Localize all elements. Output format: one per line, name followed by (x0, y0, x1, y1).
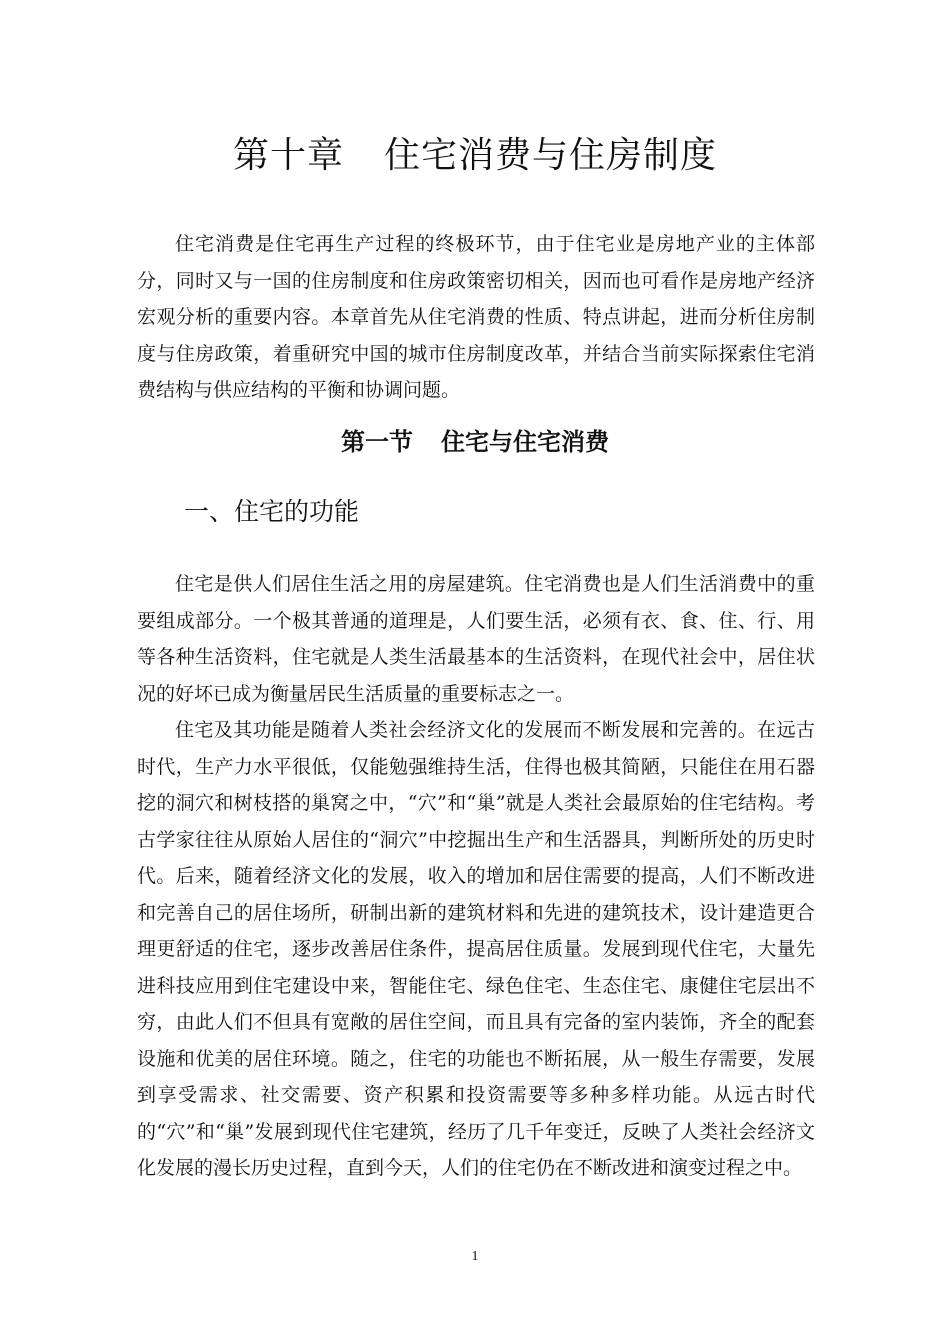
page-number: 1 (471, 1249, 479, 1264)
body-paragraph: 住宅及其功能是随着人类社会经济文化的发展而不断发展和完善的。在远古时代，生产力水平很低，仅能勉强维持生活，住得也极其简陋，只能住在用石器挖的洞穴和树枝搭的巢窝之中，“穴”和“巢”就是人类社会最原始的住宅结构。考古学家往往从原始人居住的“洞穴”中挖掘出生产和生活器具，判断所处的历史时代。后来，随着经济文化的发展，收入的增加和居住需要的提高，人们不断改进和完善自己的居住场所，研制出新的建筑材料和先进的建筑技术，设计建造更合理更舒适的住宅，逐步改善居住条件，提高居住质量。发展到现代住宅，大量先进科技应用到住宅建设中来，智能住宅、绿色住宅、生态住宅、康健住宅层出不穷，由此人们不但具有宽敞的居住空间，而且具有完备的室内装饰，齐全的配套设施和优美的居住环境。随之，住宅的功能也不断拓展，从一般生存需要，发展到享受需求、社交需要、资产积累和投资需要等多种多样功能。从远古时代的“穴”和“巢”发展到现代住宅建筑，经历了几千年变迁，反映了人类社会经济文化发展的漫长历史过程，直到今天，人们的住宅仍在不断改进和演变过程之中。 (137, 719, 815, 1179)
section-name: 住宅与住宅消费 (441, 428, 609, 456)
intro-paragraph: 住宅消费是住宅再生产过程的终极环节，由于住宅业是房地产业的主体部分，同时又与一国的住房制度和住房政策密切相关，因而也可看作是房地产经济宏观分析的重要内容。本章首先从住宅消费的性质、特点讲起，进而分析住房制度与住房政策，着重研究中国的城市住房制度改革，并结合当前实际探索住宅消费结构与供应结构的平衡和协调问题。 (137, 233, 815, 401)
chapter-number: 第十章 (232, 135, 344, 176)
chapter-title (0, 132, 950, 180)
section-title (0, 424, 950, 460)
section-number: 第一节 (341, 428, 413, 456)
chapter-name: 住宅消费与住房制度 (384, 135, 718, 176)
body-paragraph: 住宅是供人们居住生活之用的房屋建筑。住宅消费也是人们生活消费中的重要组成部分。一个极其普通的道理是，人们要生活，必须有衣、食、住、行、用等各种生活资料，住宅就是人类生活最基本的生活资料，在现代社会中，居住状况的好坏已成为衡量居民生活质量的重要标志之一。 (137, 573, 815, 705)
subsection-title: 一、住宅的功能 (184, 497, 360, 526)
